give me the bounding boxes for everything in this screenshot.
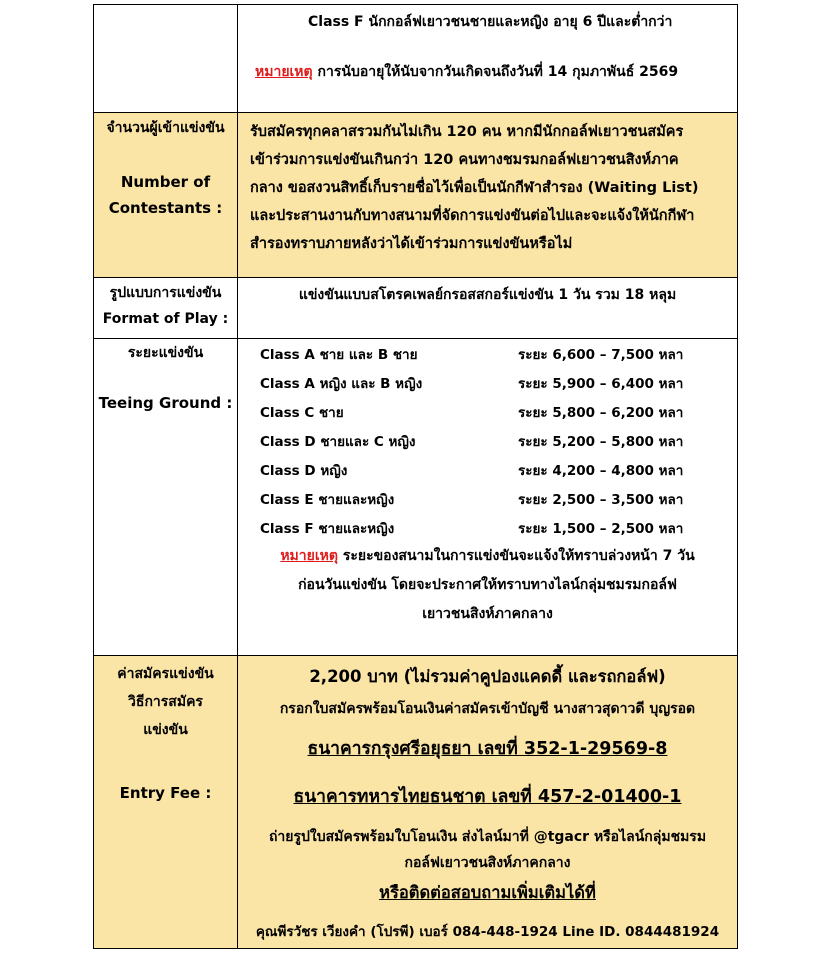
tee-class: Class D หญิง xyxy=(260,462,348,479)
entry-label-cell xyxy=(94,656,238,949)
teeing-note xyxy=(238,542,737,629)
teeing-row xyxy=(94,339,738,656)
contestants-line: และประสานงานกับทางสนามที่จัดการแข่งขันต่อไปและจะแจ้งให้นักกีฬา xyxy=(250,208,695,224)
contestants-row xyxy=(94,113,738,278)
class-f-content-cell xyxy=(238,5,738,113)
class-f-label-cell xyxy=(94,5,238,113)
teeing-list xyxy=(238,339,737,542)
class-f-note xyxy=(238,33,737,83)
contestants-label-th: จำนวนผู้เข้าแข่งขัน xyxy=(106,120,225,136)
teeing-content-cell xyxy=(238,339,738,656)
contact-heading: หรือติดต่อสอบถามเพิ่มเติมได้ที่ xyxy=(379,883,596,902)
tee-distance: ระยะ 5,800 – 6,200 หลา xyxy=(518,404,684,421)
note-text: การนับอายุให้นับจากวันเกิดจนถึงวันที่ 14 กุมภาพันธ์ 2569 xyxy=(312,64,679,80)
entry-label-th-3: แข่งขัน xyxy=(143,722,188,738)
tee-class: Class A หญิง และ B หญิง xyxy=(260,375,423,392)
entry-label-en: Entry Fee : xyxy=(119,784,212,802)
contestants-line: กลาง ขอสงวนสิทธิ์เก็บรายชื่อไว้เพื่อเป็นนักกีฬาสำรอง (Waiting List) xyxy=(250,180,699,196)
tee-distance: ระยะ 4,200 – 4,800 หลา xyxy=(518,462,684,479)
entry-label-th-1: ค่าสมัครแข่งขัน xyxy=(117,666,214,682)
tee-class: Class E ชายและหญิง xyxy=(260,491,395,508)
format-label-cell xyxy=(94,278,238,339)
note-label: หมายเหตุ xyxy=(280,548,338,564)
class-f-row xyxy=(94,5,738,113)
tee-class: Class A ชาย และ B ชาย xyxy=(260,346,418,363)
format-row xyxy=(94,278,738,339)
entry-row xyxy=(94,656,738,949)
tee-distance: ระยะ 5,200 – 5,800 หลา xyxy=(518,433,684,450)
entry-fee: 2,200 บาท (ไม่รวมค่าคูปองแคดดี้ และรถกอล์ฟ) xyxy=(309,667,666,686)
teeing-label-en: Teeing Ground : xyxy=(98,394,233,412)
teeing-label-cell xyxy=(94,339,238,656)
entry-label-th-2: วิธีการสมัคร xyxy=(128,694,203,710)
bank-account-1: ธนาคารกรุงศรีอยุธยา เลขที่ 352-1-29569-8 xyxy=(307,739,668,759)
note-label: หมายเหตุ xyxy=(255,64,313,80)
contact-info: คุณพีรวัชร เวียงคำ (โปรพี) เบอร์ 084-448-1924 Line ID. 0844481924 xyxy=(255,924,720,940)
teeing-note-line xyxy=(238,542,737,571)
contestants-content-cell xyxy=(238,113,738,278)
teeing-note-text: ระยะของสนามในการแข่งขันจะแจ้งให้ทราบล่วงหน้า 7 วัน xyxy=(337,548,695,564)
tee-row xyxy=(238,484,737,513)
tee-row xyxy=(238,513,737,542)
format-content-cell xyxy=(238,278,738,339)
contestants-line: รับสมัครทุกคลาสรวมกันไม่เกิน 120 คน หากมีนักกอล์ฟเยาวชนสมัคร xyxy=(250,124,684,140)
contestants-line: สำรองทราบภายหลังว่าได้เข้าร่วมการแข่งขันหรือไม่ xyxy=(250,236,573,252)
contestants-text xyxy=(238,113,737,258)
rules-table xyxy=(93,4,738,949)
tee-distance: ระยะ 5,900 – 6,400 หลา xyxy=(518,375,684,392)
send-line: กอล์ฟเยาวชนสิงห์ภาคกลาง xyxy=(404,855,571,871)
teeing-note-line: ก่อนวันแข่งขัน โดยจะประกาศให้ทราบทางไลน์กลุ่มชมรมกอล์ฟ xyxy=(298,577,677,593)
teeing-note-line: เยาวชนสิงห์ภาคกลาง xyxy=(422,606,553,622)
format-label-th: รูปแบบการแข่งขัน xyxy=(109,285,222,301)
tee-row xyxy=(238,426,737,455)
contestants-label-en-2: Contestants : xyxy=(108,199,223,217)
bank-account-2: ธนาคารทหารไทยธนชาต เลขที่ 457-2-01400-1 xyxy=(293,787,682,807)
contestants-label-cell xyxy=(94,113,238,278)
tee-class: Class D ชายและ C หญิง xyxy=(260,433,416,450)
tee-distance: ระยะ 6,600 – 7,500 หลา xyxy=(518,346,684,363)
tee-row xyxy=(238,339,737,368)
tee-row xyxy=(238,397,737,426)
tee-distance: ระยะ 2,500 – 3,500 หลา xyxy=(518,491,684,508)
entry-content-cell xyxy=(238,656,738,949)
send-line: ถ่ายรูปใบสมัครพร้อมใบโอนเงิน ส่งไลน์มาที่ @tgacr หรือไลน์กลุ่มชมรม xyxy=(268,829,707,845)
tee-distance: ระยะ 1,500 – 2,500 หลา xyxy=(518,520,684,537)
tee-row xyxy=(238,455,737,484)
class-f-line: Class F นักกอล์ฟเยาวชนชายและหญิง อายุ 6 ปีและต่ำกว่า xyxy=(308,14,673,30)
rules-document xyxy=(93,4,738,949)
format-label-en: Format of Play : xyxy=(102,311,229,327)
send-instruction xyxy=(238,810,737,876)
entry-instruction: กรอกใบสมัครพร้อมโอนเงินค่าสมัครเข้าบัญชี นางสาวสุดาวดี บุญรอด xyxy=(279,701,696,717)
teeing-label-th: ระยะแข่งขัน xyxy=(127,345,204,361)
tee-row xyxy=(238,368,737,397)
format-text: แข่งขันแบบสโตรคเพลย์กรอสสกอร์แข่งขัน 1 วัน รวม 18 หลุม xyxy=(298,287,677,303)
contestants-line: เข้าร่วมการแข่งขันเกินกว่า 120 คนทางชมรมกอล์ฟเยาวชนสิงห์ภาค xyxy=(250,152,679,168)
contestants-label-en-1: Number of xyxy=(120,173,211,191)
tee-class: Class F ชายและหญิง xyxy=(260,520,395,537)
tee-class: Class C ชาย xyxy=(260,404,344,421)
